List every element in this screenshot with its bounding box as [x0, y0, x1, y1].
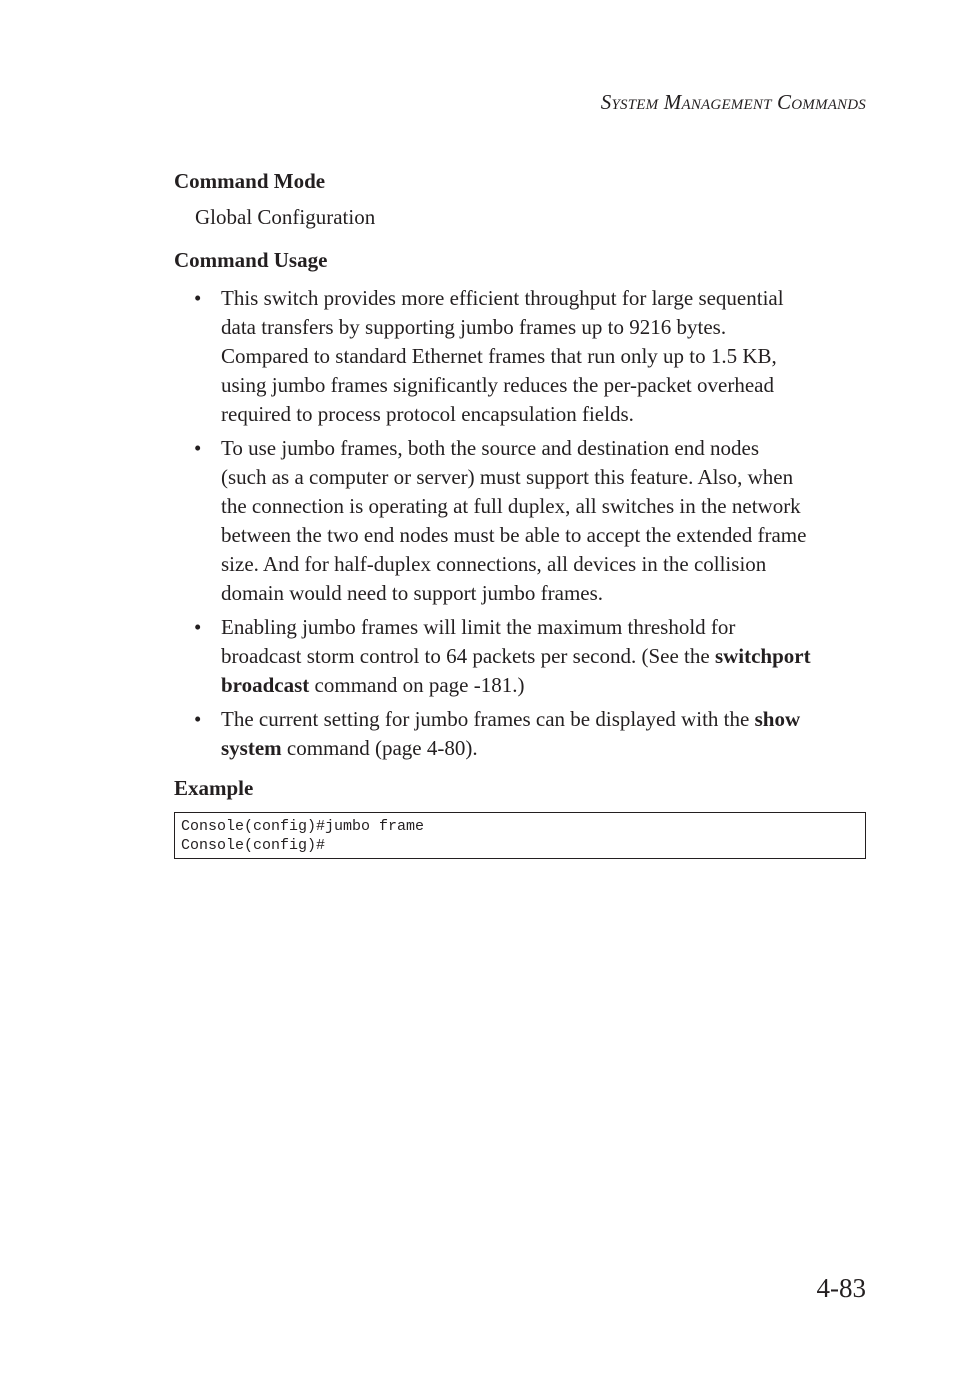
command-usage-heading: Command Usage	[174, 248, 328, 272]
usage-text: command (page 4-80).	[281, 736, 478, 760]
command-reference-show: show	[754, 707, 801, 731]
usage-text-line: between the two end nodes must be able to accept the extended frame	[221, 523, 807, 547]
bullet-icon: •	[194, 286, 202, 310]
usage-text-line: domain would need to support jumbo frames.	[221, 581, 604, 605]
code-line: Console(config)#	[181, 837, 326, 854]
usage-text-line: Enabling jumbo frames will limit the maximum threshold for	[221, 615, 736, 639]
running-header: System Management Commands	[600, 90, 866, 114]
example-heading: Example	[174, 776, 254, 800]
command-reference-switchport: switchport	[714, 644, 811, 668]
command-reference-broadcast: broadcast	[221, 673, 310, 697]
bullet-icon: •	[194, 707, 202, 731]
usage-text-line: data transfers by supporting jumbo frames up to 9216 bytes.	[221, 315, 727, 339]
usage-item-end-node-support	[174, 434, 874, 608]
usage-text-line: Compared to standard Ethernet frames that run only up to 1.5 KB,	[221, 344, 777, 368]
usage-text-line: using jumbo frames significantly reduces the per-packet overhead	[221, 373, 774, 397]
usage-text: command on page -181.)	[309, 673, 525, 697]
usage-text-line: To use jumbo frames, both the source and destination end nodes	[221, 436, 759, 460]
usage-text-line	[221, 642, 874, 671]
example-code-box	[174, 812, 866, 859]
usage-item-jumbo-throughput	[174, 284, 874, 429]
usage-text-line: the connection is operating at full duplex, all switches in the network	[221, 494, 801, 518]
usage-text: The current setting for jumbo frames can be displayed with the	[221, 707, 755, 731]
usage-text-line: This switch provides more efficient throughput for large sequential	[221, 286, 784, 310]
command-mode-value: Global Configuration	[195, 205, 376, 229]
command-reference-system: system	[221, 736, 282, 760]
code-line: Console(config)#jumbo frame	[181, 818, 425, 835]
page-number: 4-83	[816, 1273, 866, 1303]
usage-text-line: required to process protocol encapsulation fields.	[221, 402, 634, 426]
command-usage-list	[174, 284, 874, 768]
usage-text-line	[221, 705, 874, 734]
usage-text-line: (such as a computer or server) must support this feature. Also, when	[221, 465, 794, 489]
usage-text-line	[221, 734, 874, 763]
command-mode-heading: Command Mode	[174, 169, 326, 193]
usage-item-show-system	[174, 705, 874, 763]
usage-item-broadcast-threshold	[174, 613, 874, 700]
usage-text: broadcast storm control to 64 packets per second. (See the	[221, 644, 715, 668]
bullet-icon: •	[194, 615, 202, 639]
bullet-icon: •	[194, 436, 202, 460]
usage-text-line	[221, 671, 874, 700]
usage-text-line: size. And for half-duplex connections, all devices in the collision	[221, 552, 767, 576]
